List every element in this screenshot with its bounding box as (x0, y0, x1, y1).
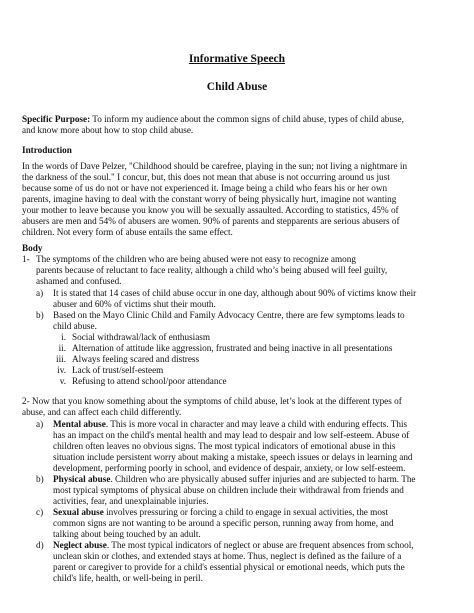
neglect-abuse-text: . The most typical indicators of neglect or abuse are frequent absences from school, (106, 540, 414, 550)
point-2d-line-1 (53, 540, 414, 551)
roman-numeral: iv. (57, 365, 66, 375)
sexual-abuse-label: Sexual abuse (53, 507, 104, 517)
point-1-line: ashamed and confused. (36, 276, 122, 286)
symptom-item: Lack of trust/self-esteem (72, 365, 164, 375)
point-2b-marker: b) (36, 474, 44, 484)
point-2c-marker: c) (36, 507, 44, 517)
document-title: Informative Speech (188, 53, 286, 65)
point-2d-line: child's life, health, or well-being in peril. (53, 573, 203, 583)
point-2a-marker: a) (36, 419, 44, 429)
roman-numeral: ii. (58, 343, 66, 353)
point-2d-marker: d) (36, 540, 44, 550)
symptom-item: Alternation of attitude like aggression, frustrated and being inactive in all presentations (72, 343, 393, 353)
intro-line: the darkness of the soul." I concur, but, this does not mean that abuse is not occurring around us just (22, 172, 390, 182)
point-2c-line: talking about being touched by an adult. (53, 529, 201, 539)
symptom-item: Always feeling scared and distress (72, 354, 200, 364)
point-2d-line: parent or caregiver to provide for a child's essential physical or emotional needs, which puts the (53, 562, 405, 572)
intro-line: because some of us do not or have not experienced it. Image being a child who fears his or her own (22, 183, 388, 193)
intro-line: parents, imagine having to deal with the constant worry of being physically hurt, imagine not wanting (22, 194, 397, 204)
body-heading: Body (22, 243, 43, 253)
roman-numeral: v. (59, 376, 66, 386)
mental-abuse-text: . This is more vocal in character and may leave a child with enduring effects. This (105, 419, 408, 429)
point-2b-line: most typical symptoms of physical abuse on children include their withdrawal from friends and (53, 485, 404, 495)
purpose-line-2: and know more about how to stop child abuse. (22, 125, 194, 135)
point-1-number: 1- (22, 254, 30, 264)
purpose-line-1 (22, 114, 404, 125)
physical-abuse-label: Physical abuse (53, 474, 111, 484)
point-1b-marker: b) (36, 310, 44, 320)
intro-line: abusers are men and 54% of abusers are women. 90% of parents and stepparents are serious abusers of (22, 216, 400, 226)
symptom-item: Refusing to attend school/poor attendance (72, 376, 227, 386)
point-2-line: 2- Now that you know something about the symptoms of child abuse, let’s look at the different types of (22, 396, 402, 406)
point-1b-line: Based on the Mayo Clinic Child and Family Advocacy Centre, there are few symptoms leads to (53, 310, 405, 320)
point-2b-line-1 (53, 474, 416, 485)
point-2a-line: situation include persistent worry about making a mistake, speech issues or delays in learning and (53, 452, 413, 462)
point-2a-line: children often leaves no obvious signs. The most typical indicators of emotional abuse in this (53, 441, 396, 451)
introduction-heading: Introduction (22, 145, 72, 155)
document-subtitle: Child Abuse (206, 81, 268, 93)
point-2-line: abuse, and can affect each child differently. (22, 407, 182, 417)
intro-line: children. Not every form of abuse entails the same effect. (22, 227, 233, 237)
physical-abuse-text: . Children who are physically abused suffer injuries and are subjected to harm. The (110, 474, 416, 484)
purpose-text-1: To inform my audience about the common signs of child abuse, types of child abuse, (90, 114, 404, 124)
point-2b-line: activities, fear, and unexplainable injuries. (53, 496, 209, 506)
point-1a-line: It is stated that 14 cases of child abuse occur in one day, although about 90% of victims know their (53, 288, 417, 298)
intro-line: In the words of Dave Pelzer, "Childhood should be carefree, playing in the sun; not living a nightmare in (22, 161, 408, 171)
point-1a-marker: a) (36, 288, 44, 298)
purpose-label: Specific Purpose: (22, 114, 91, 124)
point-2a-line-1 (53, 419, 407, 430)
point-2d-line: unclean skin or clothes, and extended stays at home. Thus, neglect is defined as the failure of a (53, 551, 402, 561)
point-1a-line: abuser and 60% of victims shut their mouth. (53, 299, 216, 309)
roman-numeral: iii. (56, 354, 66, 364)
neglect-abuse-label: Neglect abuse (53, 540, 107, 550)
point-2a-line: development, performing poorly in school, and evidence of despair, anxiety, or low self-esteem. (53, 463, 406, 473)
roman-numeral: i. (61, 332, 66, 342)
point-1b-line: child abuse. (53, 321, 97, 331)
intro-line: your mother to leave because you know you will be sexually assaulted. According to statistics, 45% of (22, 205, 399, 215)
symptom-item: Social withdrawal/lack of enthusiasm (72, 332, 211, 342)
point-2a-line: has an impact on the child's mental health and may lead to despair and low self-esteem. Abuse of (53, 430, 410, 440)
point-1-line: parents because of reluctant to face reality, although a child who’s being abused will feel guilty, (36, 265, 388, 275)
point-1-line: The symptoms of the children who are being abused were not easy to recognize among (36, 254, 356, 264)
point-2c-line-1 (53, 507, 388, 518)
sexual-abuse-text: involves pressuring or forcing a child to engage in sexual activities, the most (103, 507, 389, 517)
point-2c-line: common signs are not wanting to be around a specific person, running away from home, and (53, 518, 394, 528)
mental-abuse-label: Mental abuse (53, 419, 106, 429)
